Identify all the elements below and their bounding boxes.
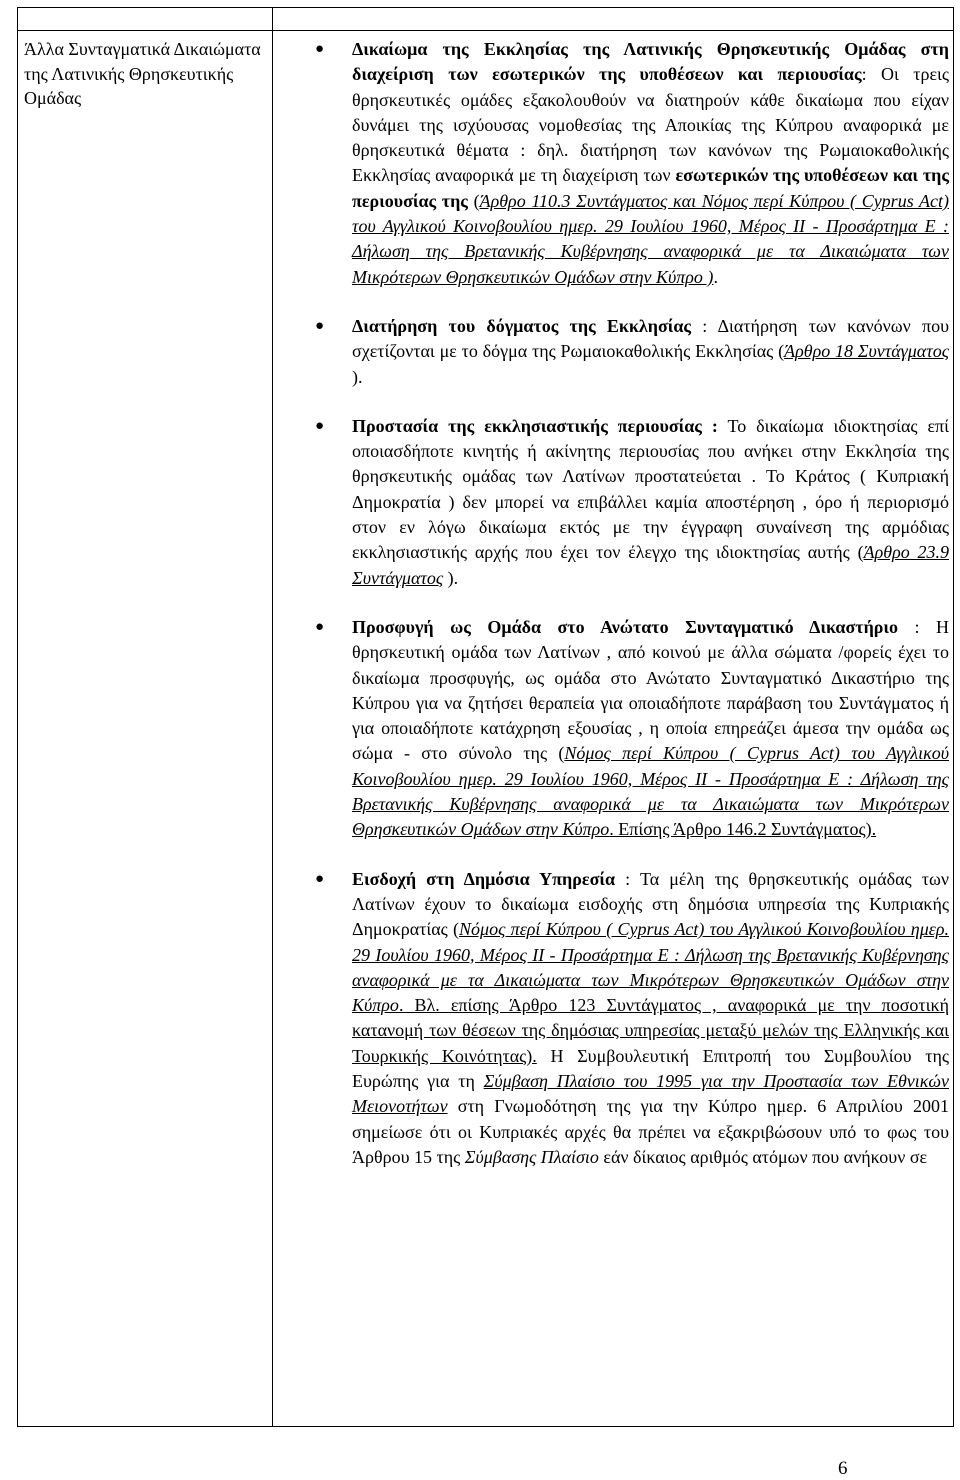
bullet-icon: ● [315,870,325,887]
item-text-part: Το δικαίωμα ιδιοκτησίας επί οποιασδήποτε κινητής ή ακίνητης περιουσίας που ανήκει στην Εκκλησία της θρησκευτικής ομάδας των Λατίνων προστατεύεται . Το Κράτος ( Κυπριακή Δημοκρατία ) δεν μπορεί να επιβάλλει καμία αποστέρηση , όρο ή περιορισμό στον εν λόγω δικαίωμα εκτός με την έγγραφη συναίνεση της αρμόδιας εκκλησιαστικής αρχής που έχει τον έλεγχο της ιδιοκτησίας αυτής ( [352,415,949,563]
item-text-part: ). [352,366,363,387]
bullet-icon: ● [315,41,325,57]
rights-list [288,37,949,1170]
item-text-part: Σύμβαση Πλαίσιο του 1995 για την Προστασία των Εθνικών Μειονοτήτων [352,1070,949,1117]
item-text-part: : Οι τρεις θρησκευτικές ομάδες εξακολουθούν να διατηρούν κάθε δικαίωμα που είχαν δυνάμει της ισχύουσας νομοθεσίας της Αποικίας της Κύπρου αναφορικά με θρησκευτικά θέματα : δηλ. διατήρηση των κανόνων της Ρωμαιοκαθολικής Εκκλησίας αναφορικά με τη διαχείριση των [352,64,949,186]
item-text-part: : Η θρησκευτική ομάδα των Λατίνων , από κοινού με άλλα σώματα /φορείς έχει το δικαίωμα προσφυγής, ως ομάδα στο Ανώτατο Συνταγματικό Δικαστήριο της Κύπρου για να ζητήσει θεραπεία για οποιαδήποτε παράβαση του Συντάγματος ή για οποιαδήποτε κατάχρηση εξουσίας , η οποία επηρεάζει άμεσα την ομάδα ως σώμα - στο σύνολο της ( [352,616,949,764]
item-text-part: στη Γνωμοδότηση της για την Κύπρο ημερ. 6 Απριλίου 2001 σημείωσε ότι οι Κυπριακές αρχές θα πρέπει να εξακριβώσουν υπό το φως του Άρθρου 15 της [352,1096,949,1167]
item-text-part: εάν δίκαιος αριθμός ατόμων που ανήκουν σε [598,1146,928,1167]
page-number: 6 [838,1458,848,1479]
bullet-icon: ● [315,417,325,434]
item-text-part: : Διατήρηση των κανόνων που σχετίζονται με το δόγμα της Ρωμαιοκαθολικής Εκκλησίας ( [352,315,949,362]
item-text-part: : Τα μέλη της θρησκευτικής ομάδας των Λατίνων έχουν το δικαίωμα εισδοχής στη δημόσια υπηρεσία της Κυπριακής Δημοκρατίας ( [352,868,949,940]
item-text-part: Η Συμβουλευτική Επιτροπή του Συμβουλίου της Ευρώπης για τη [352,1045,949,1091]
bullet-icon: ● [315,618,325,635]
item-text-part: ). [443,567,459,588]
table-header-row [18,8,953,31]
item-text-part: Άρθρο 18 Συντάγματος [784,341,949,362]
item-text-part: εσωτερικών της υποθέσεων και της περιουσίας της [352,165,949,211]
rights-table [17,7,954,1427]
item-text-part: Άρθρο 23.9 Συντάγματος [352,542,949,588]
list-item [288,867,949,1171]
item-text-part: . Βλ. επίσης Άρθρο 123 Συντάγματος , αναφορικά με την ποσοτική κατανομή των θέσεων της δημόσιας υπηρεσίας μεταξύ μελών της Ελληνικής και Τουρκικής Κοινότητας). [352,995,949,1066]
right-cell [288,37,949,1194]
item-text-part: Νόμος περί Κύπρου ( Cyprus Act) του Αγγλικού Κοινοβουλίου ημερ. 29 Ιουλίου 1960, Μέρος II - Προσάρτημα Ε : Δήλωση της Βρετανικής Κυβέρνησης αναφορικά με τα Δικαιώματα των Μικρότερων Θρησκευτικών Ομάδων στην Κύπρο [352,743,950,840]
list-item [288,314,949,390]
item-text-part: Δικαίωμα της Εκκλησίας της Λατινικής Θρησκευτικής Ομάδας στη διαχείριση των εσωτερικών της υποθέσεων και περιουσίας [352,39,949,85]
left-cell-heading: Άλλα Συνταγματικά Δικαιώματα της Λατινικής Θρησκευτικής Ομάδας [24,39,261,108]
item-text-part: Εισδοχή στη Δημόσια Υπηρεσία [352,868,616,889]
item-text-part: Διατήρηση του δόγματος της Εκκλησίας [352,315,691,336]
item-text-part: ( [467,190,480,211]
item-text-part: . Επίσης Άρθρο 146.2 Συντάγματος). [609,819,877,840]
column-divider [272,8,273,1426]
item-text-part: . [713,266,718,287]
item-text-part: Νόμος περί Κύπρου ( Cyprus Act) του Αγγλικού Κοινοβουλίου ημερ. 29 Ιουλίου 1960, Μέρος II - Προσάρτημα Ε : Δήλωση της Βρετανικής Κυβέρνησης αναφορικά με τα Δικαιώματα των Μικρότερων Θρησκευτικών Ομάδων στην Κύπρο [352,919,949,1016]
item-text-part: Σύμβασης Πλαίσιο [464,1146,599,1167]
item-text-part: Άρθρο 110.3 Συντάγματος και Νόμος περί Κύπρου ( Cyprus Act) του Αγγλικού Κοινοβουλίου ημερ. 29 Ιουλίου 1960, Μέρος II - Προσάρτημα Ε : Δήλωση της Βρετανικής Κυβέρνησης αναφορικά με τα Δικαιώματα των Μικρότερων Θρησκευτικών Ομάδων στην Κύπρο ) [352,190,950,287]
item-text-part: Προσφυγή ως Ομάδα στο Ανώτατο Συνταγματικό Δικαστήριο [352,616,899,637]
list-item [288,37,949,290]
list-item [288,414,949,591]
item-text-part: Προστασία της εκκλησιαστικής περιουσίας : [352,415,718,436]
list-item [288,615,949,843]
bullet-icon: ● [315,317,325,334]
